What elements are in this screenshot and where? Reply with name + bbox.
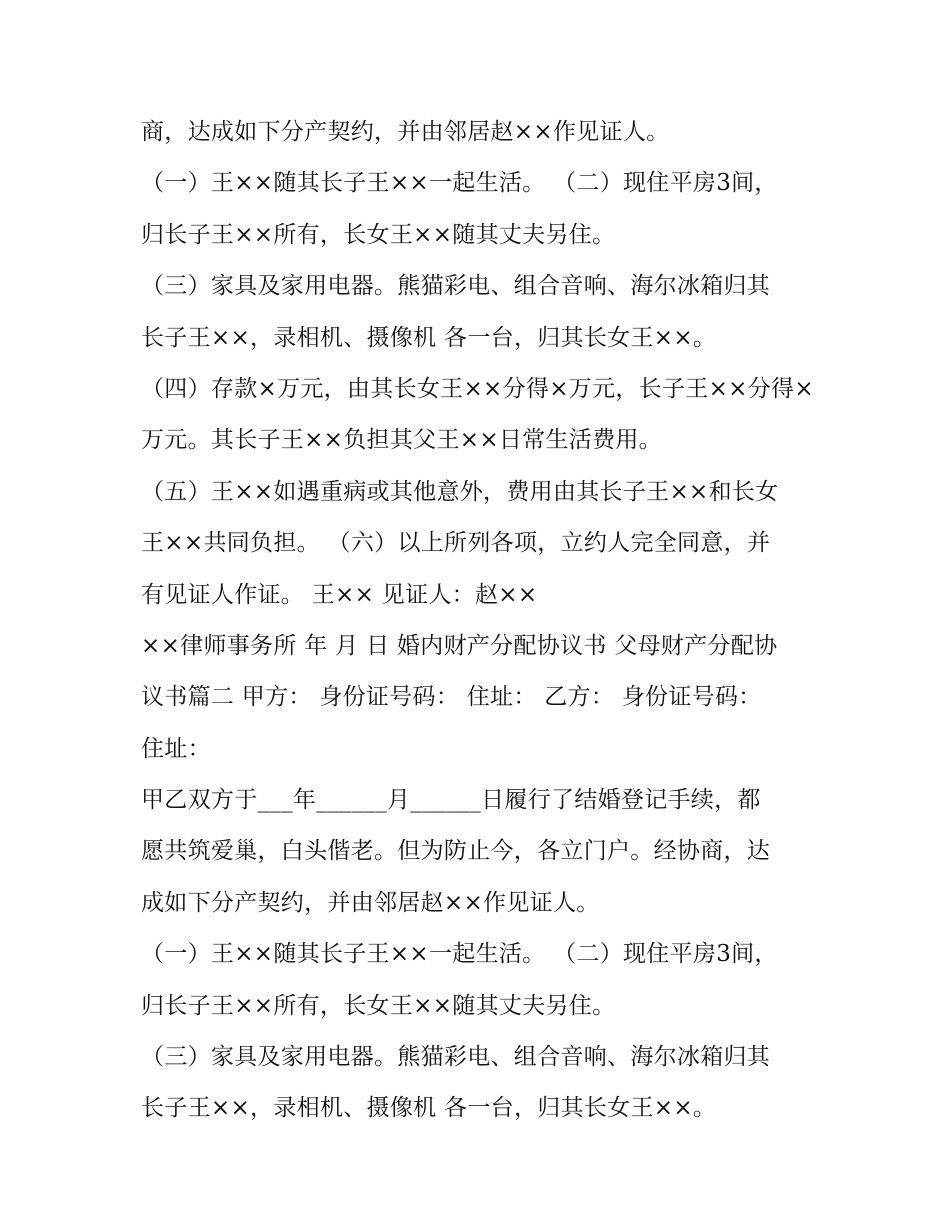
text-line: 住址： [141, 735, 211, 762]
text-line: 万元。其长子王××负担其父王××日常生活费用。 [141, 427, 662, 454]
text-line: 商，达成如下分产契约，并由邻居赵××作见证人。 [141, 119, 670, 145]
text-line: （三）家具及家用电器。熊猫彩电、组合音响、海尔冰箱归其 [141, 1044, 771, 1071]
text-line: 甲乙双方于___年______月______日履行了结婚登记手续，都 [141, 787, 761, 814]
text-line: 归长子王××所有，长女王××随其丈夫另住。 [141, 221, 616, 248]
text-line: （一）王××随其长子王××一起生活。 （二）现住平房3间， [141, 170, 778, 197]
text-line: （三）家具及家用电器。熊猫彩电、组合音响、海尔冰箱归其 [141, 273, 771, 300]
text-line: （四）存款×万元，由其长女王××分得×万元，长子王××分得× [141, 375, 814, 402]
text-line: 长子王××，录相机、摄像机 各一台，归其长女王××。 [141, 1095, 717, 1122]
text-line: （五）王××如遇重病或其他意外，费用由其长子王××和长女 [141, 478, 779, 505]
text-line: 长子王××，录相机、摄像机 各一台，归其长女王××。 [141, 324, 717, 351]
text-line: 王××共同负担。 （六）以上所列各项，立约人完全同意，并 [141, 530, 771, 557]
document-body [141, 107, 821, 1135]
text-line: 愿共筑爱巢，白头偕老。但为防止今，各立门户。经协商，达 [141, 838, 771, 865]
text-line: 有见证人作证。 王×× 见证人：赵×× [141, 581, 538, 608]
text-line: ××律师事务所 年 月 日 婚内财产分配协议书 父母财产分配协 [141, 632, 778, 659]
text-line: 归长子王××所有，长女王××随其丈夫另住。 [141, 992, 616, 1019]
text-line: 议书篇二 甲方： 身份证号码： 住址： 乙方： 身份证号码： [141, 684, 762, 711]
text-line: （一）王××随其长子王××一起生活。 （二）现住平房3间， [141, 941, 778, 968]
text-line: 成如下分产契约，并由邻居赵××作见证人。 [141, 889, 600, 916]
